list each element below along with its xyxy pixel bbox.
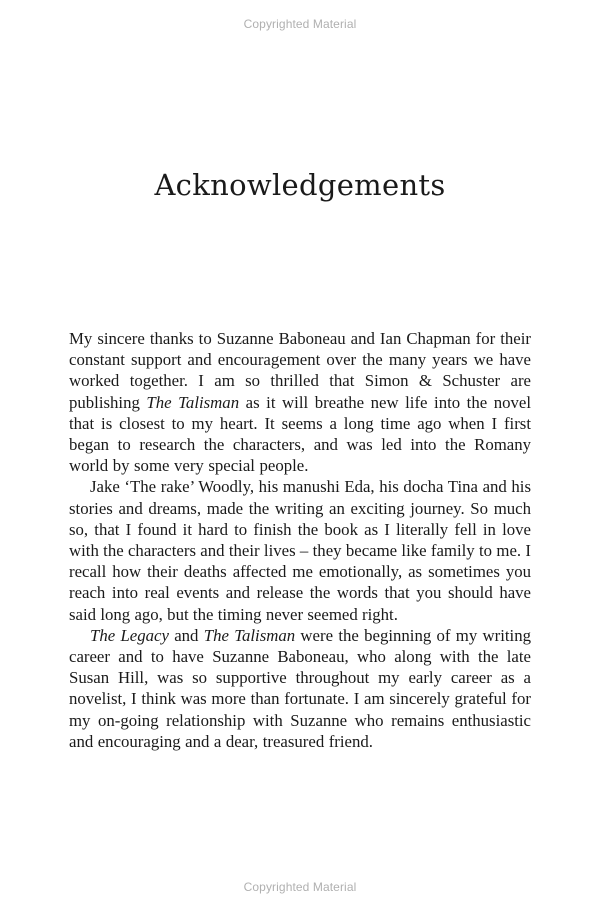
paragraph-1-text-start: My sincere thanks to Suzanne Baboneau and Ian Chapman for their constant support and encouragement over the many years we have worked together. I am so thrilled that Simon & Schuster are publishing bbox=[69, 329, 531, 412]
paragraph-1-text-end: as it will breathe new life into the novel that is closest to my heart. It seems a long time ago when I first began to research the characters, and was led into the Romany world by some very special people. bbox=[69, 392, 532, 476]
page-title: Acknowledgements bbox=[154, 168, 446, 202]
acknowledgements-body bbox=[69, 328, 531, 752]
copyright-watermark-bottom: Copyrighted Material bbox=[243, 880, 357, 894]
paragraph-3-book-title-1: The Legacy bbox=[90, 625, 169, 645]
paragraph-3-book-title-2: The Talisman bbox=[203, 625, 296, 645]
paragraph-2 bbox=[69, 476, 531, 624]
paragraph-3-conjunction: and bbox=[168, 625, 204, 645]
paragraph-2-text: Jake ‘The rake’ Woodly, his manushi Eda, his docha Tina and his stories and dreams, made the writing an exciting journey. So much so, that I found it hard to finish the book as I literally fell in love with the characters and their lives – they became like family to me. I recall how their deaths affected me emotionally, as sometimes you reach into real events and release the words that you should have said long ago, but the timing never seemed right. bbox=[69, 477, 531, 624]
paragraph-3 bbox=[69, 625, 531, 752]
paragraph-1 bbox=[69, 328, 531, 476]
paragraph-3-text: were the beginning of my writing career and to have Suzanne Baboneau, who along with the late Susan Hill, was so supportive throughout my early career as a novelist, I think was more than fortunate. I am sincerely grateful for my on-going relationship with Suzanne who remains enthusiastic and encouraging and a dear, treasured friend. bbox=[69, 625, 531, 751]
paragraph-1-book-title: The Talisman bbox=[146, 392, 240, 412]
copyright-watermark-top: Copyrighted Material bbox=[243, 17, 357, 31]
